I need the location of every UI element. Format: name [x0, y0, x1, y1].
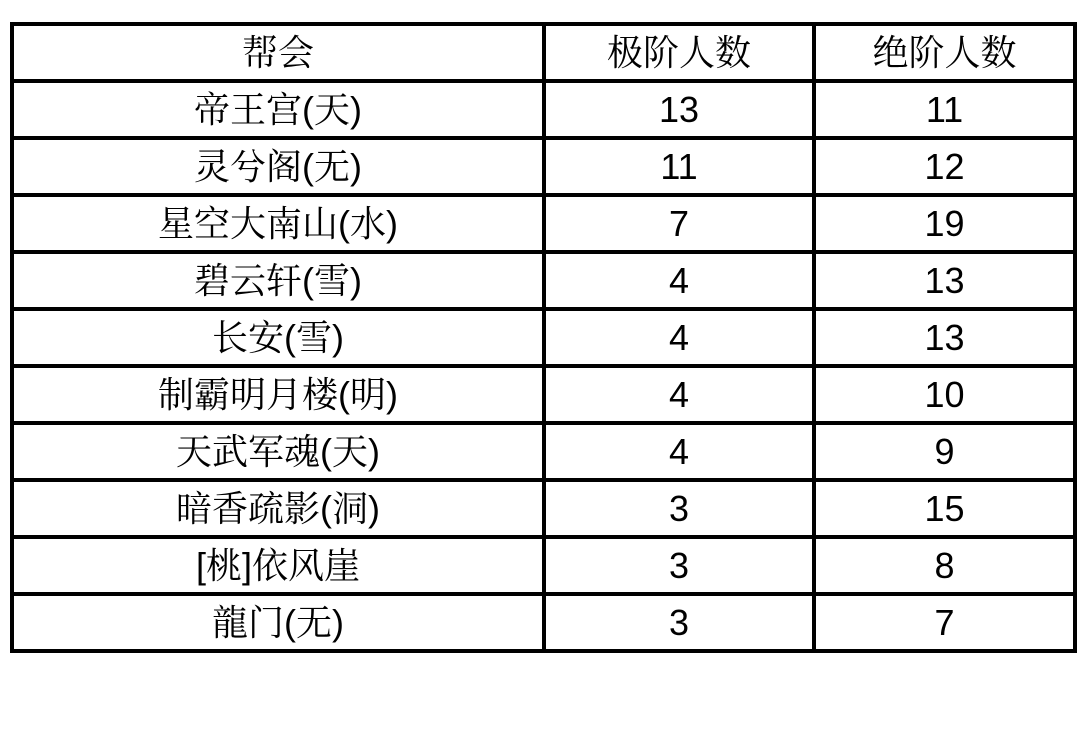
- table-row: [12, 81, 1075, 138]
- table-row: [12, 480, 1075, 537]
- guild-name-cell: 帝王宫(天): [12, 81, 544, 138]
- guild-name-cell: 星空大南山(水): [12, 195, 544, 252]
- guild-name-cell: 龍门(无): [12, 594, 544, 651]
- guild-name-cell: 长安(雪): [12, 309, 544, 366]
- table-row: [12, 537, 1075, 594]
- table-row: [12, 252, 1075, 309]
- extreme-count-cell: 13: [544, 81, 814, 138]
- extreme-count-cell: 11: [544, 138, 814, 195]
- table-row: [12, 195, 1075, 252]
- guild-name-cell: 天武军魂(天): [12, 423, 544, 480]
- guild-name-cell: 制霸明月楼(明): [12, 366, 544, 423]
- guild-name-cell: 碧云轩(雪): [12, 252, 544, 309]
- supreme-count-cell: 15: [814, 480, 1075, 537]
- column-header-supreme-count: 绝阶人数: [814, 24, 1075, 81]
- column-header-guild: 帮会: [12, 24, 544, 81]
- guild-name-cell: 暗香疏影(洞): [12, 480, 544, 537]
- extreme-count-cell: 4: [544, 252, 814, 309]
- extreme-count-cell: 7: [544, 195, 814, 252]
- supreme-count-cell: 11: [814, 81, 1075, 138]
- table-row: [12, 594, 1075, 651]
- table-row: [12, 309, 1075, 366]
- extreme-count-cell: 3: [544, 537, 814, 594]
- extreme-count-cell: 3: [544, 594, 814, 651]
- table-row: [12, 366, 1075, 423]
- supreme-count-cell: 12: [814, 138, 1075, 195]
- table-row: [12, 423, 1075, 480]
- table-body: [12, 81, 1075, 651]
- guild-member-table: [10, 22, 1077, 653]
- table-row: [12, 138, 1075, 195]
- extreme-count-cell: 4: [544, 366, 814, 423]
- header-row: [12, 24, 1075, 81]
- extreme-count-cell: 4: [544, 423, 814, 480]
- column-header-extreme-count: 极阶人数: [544, 24, 814, 81]
- supreme-count-cell: 7: [814, 594, 1075, 651]
- supreme-count-cell: 13: [814, 309, 1075, 366]
- supreme-count-cell: 13: [814, 252, 1075, 309]
- supreme-count-cell: 10: [814, 366, 1075, 423]
- guild-name-cell: [桃]依风崖: [12, 537, 544, 594]
- extreme-count-cell: 3: [544, 480, 814, 537]
- extreme-count-cell: 4: [544, 309, 814, 366]
- guild-name-cell: 灵兮阁(无): [12, 138, 544, 195]
- supreme-count-cell: 9: [814, 423, 1075, 480]
- supreme-count-cell: 8: [814, 537, 1075, 594]
- supreme-count-cell: 19: [814, 195, 1075, 252]
